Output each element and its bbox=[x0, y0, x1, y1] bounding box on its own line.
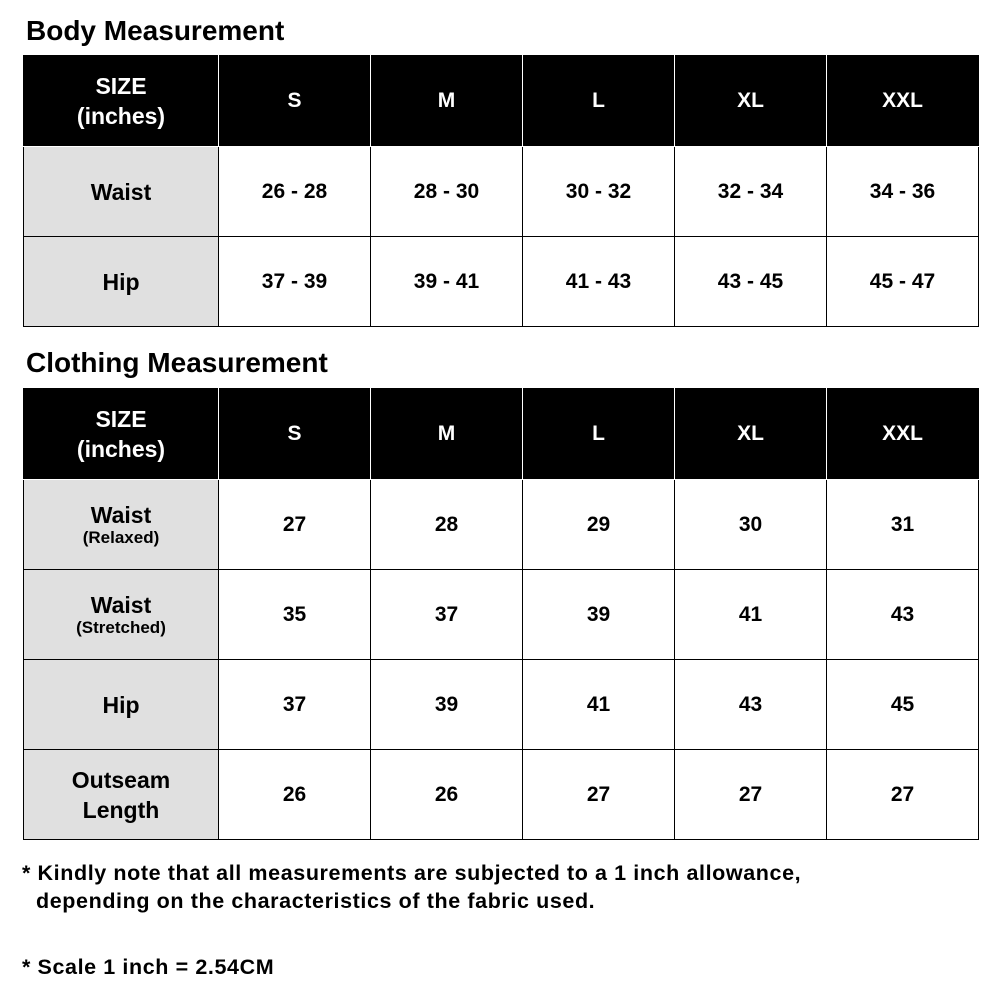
table-cell: 26 bbox=[219, 750, 371, 840]
row-label-waist bbox=[24, 147, 219, 237]
size-header bbox=[24, 56, 219, 147]
row-sublabel-text: (Stretched) bbox=[76, 617, 166, 637]
size-column-xxl: XXL bbox=[827, 56, 979, 147]
table-row-waist-stretched bbox=[24, 570, 979, 660]
size-header bbox=[24, 389, 219, 480]
table-row-hip bbox=[24, 660, 979, 750]
row-label-text: Hip bbox=[102, 691, 140, 718]
table-header-row bbox=[24, 389, 979, 480]
table-row-outseam-length bbox=[24, 750, 979, 840]
allowance-note-line1: * Kindly note that all measurements are subjected to a 1 inch allowance, bbox=[22, 861, 802, 885]
table-cell: 26 - 28 bbox=[219, 147, 371, 237]
table-cell: 28 bbox=[371, 480, 523, 570]
table-cell: 26 bbox=[371, 750, 523, 840]
table-cell: 39 bbox=[371, 660, 523, 750]
allowance-note-line2: depending on the characteristics of the fabric used. bbox=[36, 889, 596, 913]
table-cell: 37 bbox=[371, 570, 523, 660]
row-label-waist-stretched bbox=[24, 570, 219, 660]
table-cell: 27 bbox=[523, 750, 675, 840]
table-cell: 27 bbox=[827, 750, 979, 840]
row-label-text: Hip bbox=[102, 268, 140, 295]
body-measurement-table bbox=[23, 55, 979, 327]
table-cell: 41 bbox=[523, 660, 675, 750]
table-cell: 31 bbox=[827, 480, 979, 570]
table-cell: 37 bbox=[219, 660, 371, 750]
scale-note: * Scale 1 inch = 2.54CM bbox=[22, 955, 275, 979]
table-header-row bbox=[24, 56, 979, 147]
table-row-hip bbox=[24, 237, 979, 327]
table-row-waist bbox=[24, 147, 979, 237]
table-cell: 34 - 36 bbox=[827, 147, 979, 237]
size-header-unit: (inches) bbox=[76, 436, 166, 462]
table-cell: 39 - 41 bbox=[371, 237, 523, 327]
table-cell: 30 - 32 bbox=[523, 147, 675, 237]
table-cell: 45 bbox=[827, 660, 979, 750]
size-column-l: L bbox=[523, 389, 675, 480]
body-measurement-title: Body Measurement bbox=[26, 15, 285, 46]
table-cell: 32 - 34 bbox=[675, 147, 827, 237]
clothing-measurement-table bbox=[23, 388, 979, 840]
table-cell: 41 bbox=[675, 570, 827, 660]
row-label-text: Length bbox=[82, 796, 160, 823]
row-label-text: Waist bbox=[90, 501, 152, 528]
table-cell: 39 bbox=[523, 570, 675, 660]
table-row-waist-relaxed bbox=[24, 480, 979, 570]
size-header-label: SIZE bbox=[95, 406, 147, 432]
row-sublabel-text: (Relaxed) bbox=[82, 527, 160, 547]
clothing-measurement-title: Clothing Measurement bbox=[26, 347, 328, 378]
size-column-xxl: XXL bbox=[827, 389, 979, 480]
size-column-xl: XL bbox=[675, 389, 827, 480]
table-cell: 27 bbox=[675, 750, 827, 840]
table-cell: 27 bbox=[219, 480, 371, 570]
row-label-text: Outseam bbox=[71, 766, 171, 793]
table-cell: 30 bbox=[675, 480, 827, 570]
size-header-unit: (inches) bbox=[76, 103, 166, 129]
row-label-text: Waist bbox=[90, 178, 152, 205]
row-label-text: Waist bbox=[90, 591, 152, 618]
table-cell: 43 - 45 bbox=[675, 237, 827, 327]
allowance-note bbox=[22, 859, 801, 915]
table-cell: 45 - 47 bbox=[827, 237, 979, 327]
size-column-m: M bbox=[371, 56, 523, 147]
table-cell: 28 - 30 bbox=[371, 147, 523, 237]
row-label-hip bbox=[24, 660, 219, 750]
size-column-s: S bbox=[219, 389, 371, 480]
size-column-m: M bbox=[371, 389, 523, 480]
table-cell: 29 bbox=[523, 480, 675, 570]
row-label-waist-relaxed bbox=[24, 480, 219, 570]
table-cell: 43 bbox=[675, 660, 827, 750]
row-label-outseam-length bbox=[24, 750, 219, 840]
table-cell: 43 bbox=[827, 570, 979, 660]
size-column-xl: XL bbox=[675, 56, 827, 147]
size-column-s: S bbox=[219, 56, 371, 147]
table-cell: 35 bbox=[219, 570, 371, 660]
table-cell: 37 - 39 bbox=[219, 237, 371, 327]
size-column-l: L bbox=[523, 56, 675, 147]
table-cell: 41 - 43 bbox=[523, 237, 675, 327]
size-header-label: SIZE bbox=[95, 73, 147, 99]
row-label-hip bbox=[24, 237, 219, 327]
